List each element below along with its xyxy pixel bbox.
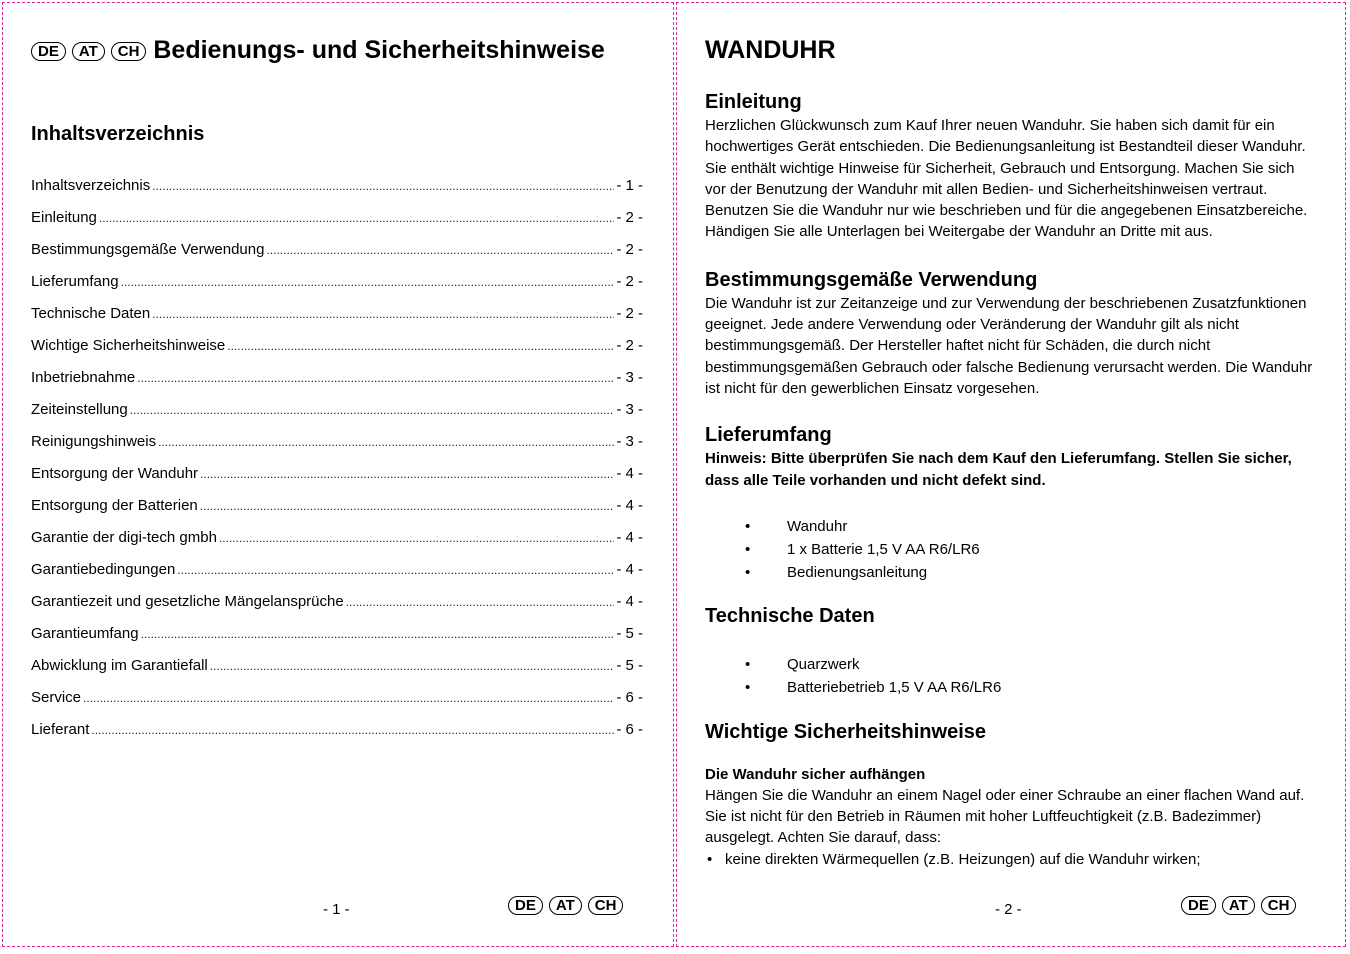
toc-entry[interactable] (31, 490, 643, 522)
subheading-aufhaengen: Die Wanduhr sicher aufhängen (705, 765, 926, 783)
table-of-contents (31, 170, 643, 746)
section-heading-einleitung: Einleitung (705, 91, 802, 113)
toc-page: - 2 - (616, 337, 643, 354)
toc-page: - 2 - (616, 241, 643, 258)
section-heading-sicherheit: Wichtige Sicherheitshinweise (705, 720, 987, 743)
toc-page: - 3 - (616, 433, 643, 450)
toc-page: - 6 - (616, 721, 643, 738)
toc-label: Garantiezeit und gesetzliche Mängelansprüche (31, 593, 344, 610)
toc-page: - 2 - (616, 305, 643, 322)
toc-page: - 2 - (616, 209, 643, 226)
list-item: • 1 x Batterie 1,5 V AA R6/LR6 (705, 538, 1315, 561)
toc-page: - 5 - (616, 625, 643, 642)
section-heading-technische-daten: Technische Daten (705, 604, 875, 627)
page-number: - 1 - (323, 901, 350, 918)
toc-entry[interactable] (31, 330, 643, 362)
scope-note: Hinweis: Bitte überprüfen Sie nach dem Kauf den Lieferumfang. Stellen Sie sicher, dass alle Teile vorhanden und nicht defekt sind. (705, 450, 1292, 489)
toc-entry[interactable] (31, 298, 643, 330)
intro-paragraph-2: Händigen Sie alle Unterlagen bei Weitergabe der Wanduhr an Dritte mit aus. (705, 223, 1213, 241)
toc-entry[interactable] (31, 522, 643, 554)
flag-de: DE (508, 896, 543, 915)
flag-ch: CH (1261, 896, 1297, 915)
list-item: • Quarzwerk (705, 653, 1315, 676)
toc-page: - 3 - (616, 401, 643, 418)
toc-page: - 1 - (616, 177, 643, 194)
toc-entry[interactable] (31, 618, 643, 650)
toc-entry[interactable] (31, 586, 643, 618)
toc-page: - 6 - (616, 689, 643, 706)
page-number: - 2 - (995, 901, 1022, 918)
toc-entry[interactable] (31, 426, 643, 458)
safety-paragraph: Hängen Sie die Wanduhr an einem Nagel oder einer Schraube an einer flachen Wand auf. Sie ist nicht für den Betrieb in Räumen mit hoher Luftfeuchtigkeit (z.B. Badezimmer) ausgelegt. Achten Sie darauf, dass: (705, 786, 1305, 847)
section-heading-verwendung: Bestimmungsgemäße Verwendung (705, 268, 1038, 291)
toc-entry[interactable] (31, 266, 643, 298)
toc-page: - 4 - (616, 497, 643, 514)
toc-entry[interactable] (31, 682, 643, 714)
toc-label: Service (31, 689, 82, 706)
flag-ch: CH (111, 42, 147, 61)
toc-label: Einleitung (31, 209, 97, 226)
toc-entry[interactable] (31, 714, 643, 746)
footer-country-flags (1181, 896, 1296, 915)
list-item: • Bedienungsanleitung (705, 561, 1315, 584)
toc-label: Zeiteinstellung (31, 401, 128, 418)
toc-heading: Inhaltsverzeichnis (31, 123, 205, 145)
toc-label: Wichtige Sicherheitshinweise (31, 337, 226, 354)
country-flags (31, 42, 146, 61)
list-item: • keine direkten Wärmequellen (z.B. Heizungen) auf die Wanduhr wirken; (705, 849, 1315, 871)
section-heading-lieferumfang: Lieferumfang (705, 424, 832, 447)
safety-list (705, 849, 1315, 871)
toc-page: - 2 - (616, 273, 643, 290)
toc-label: Bestimmungsgemäße Verwendung (31, 241, 265, 258)
list-item: • Batteriebetrieb 1,5 V AA R6/LR6 (705, 676, 1315, 699)
scope-list (705, 515, 1315, 584)
flag-at: AT (1222, 896, 1255, 915)
flag-ch: CH (588, 896, 624, 915)
toc-label: Garantiebedingungen (31, 561, 176, 578)
toc-entry[interactable] (31, 394, 643, 426)
toc-label: Inhaltsverzeichnis (31, 177, 151, 194)
toc-page: - 3 - (616, 369, 643, 386)
right-page (676, 2, 1346, 947)
list-item: • Wanduhr (705, 515, 1315, 538)
toc-label: Entsorgung der Wanduhr (31, 465, 199, 482)
toc-label: Garantieumfang (31, 625, 139, 642)
toc-entry[interactable] (31, 202, 643, 234)
flag-de: DE (1181, 896, 1216, 915)
intro-paragraph: Herzlichen Glückwunsch zum Kauf Ihrer neuen Wanduhr. Sie haben sich damit für ein hochwertiges Gerät entschieden. Die Bedienungsanleitung ist Bestandteil dieser Wanduhr. Sie enthält wichtige Hinweise für Sicherheit, Gebrauch und Entsorgung. Machen Sie sich vor der Benutzung der Wanduhr mit allen Bedien- und Sicherheitshinweisen vertraut. Benutzen Sie die Wanduhr nur wie beschrieben und für die angegebenen Einsatzbereiche. (705, 117, 1308, 220)
toc-label: Technische Daten (31, 305, 151, 322)
toc-label: Inbetriebnahme (31, 369, 136, 386)
toc-entry[interactable] (31, 554, 643, 586)
toc-page: - 4 - (616, 465, 643, 482)
flag-at: AT (72, 42, 105, 61)
toc-entry[interactable] (31, 234, 643, 266)
toc-page: - 5 - (616, 657, 643, 674)
use-paragraph: Die Wanduhr ist zur Zeitanzeige und zur Verwendung der beschriebenen Zusatzfunktionen geeignet. Jede andere Verwendung oder Veränderung der Wanduhr gilt als nicht bestimmungsgemäß. Der Hersteller haftet nicht für Schäden, die durch nicht bestimmungsgemäßen Gebrauch oder falsche Bedienung verursacht werden. Die Wanduhr ist nicht für den gewerblichen Einsatz vorgesehen. (705, 294, 1313, 397)
toc-label: Abwicklung im Garantiefall (31, 657, 208, 674)
toc-entry[interactable] (31, 458, 643, 490)
toc-label: Entsorgung der Batterien (31, 497, 198, 514)
page-title: WANDUHR (705, 36, 836, 64)
toc-entry[interactable] (31, 170, 643, 202)
flag-de: DE (31, 42, 66, 61)
toc-page: - 4 - (616, 593, 643, 610)
page-title: Bedienungs- und Sicherheitshinweise (153, 36, 605, 64)
content (705, 89, 1315, 871)
flag-at: AT (549, 896, 582, 915)
toc-entry[interactable] (31, 362, 643, 394)
footer-country-flags (508, 896, 623, 915)
toc-label: Garantie der digi-tech gmbh (31, 529, 217, 546)
toc-label: Lieferant (31, 721, 90, 738)
toc-page: - 4 - (616, 561, 643, 578)
toc-label: Lieferumfang (31, 273, 119, 290)
toc-entry[interactable] (31, 650, 643, 682)
toc-page: - 4 - (616, 529, 643, 546)
toc-label: Reinigungshinweis (31, 433, 157, 450)
tech-list (705, 653, 1315, 699)
left-title (31, 33, 631, 67)
left-page (2, 2, 674, 947)
